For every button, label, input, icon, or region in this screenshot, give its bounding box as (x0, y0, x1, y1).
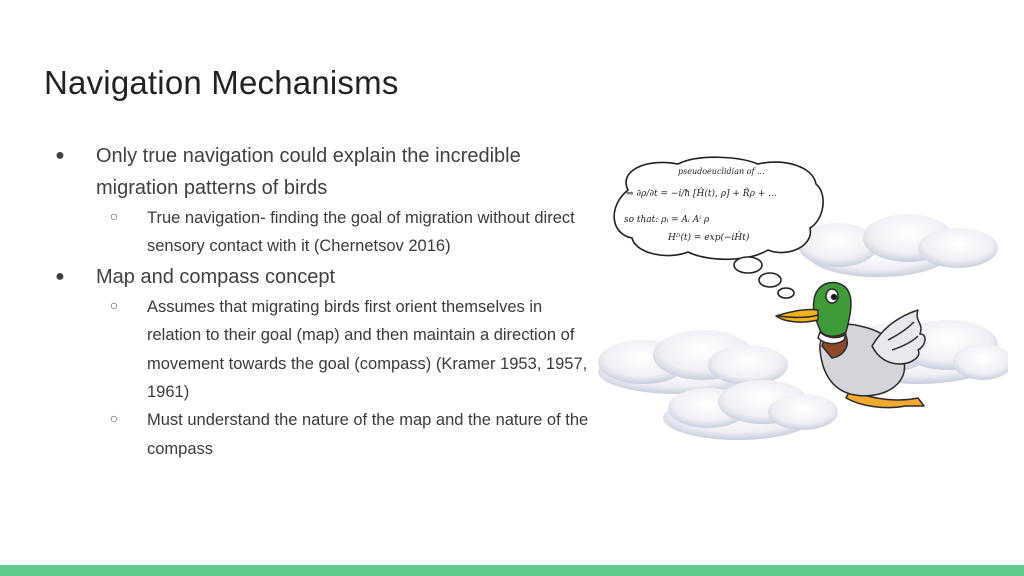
sub-bullet-marker: ○ (109, 410, 119, 427)
bullet-text: Map and compass concept (96, 265, 336, 288)
sub-bullet-text: Must understand the nature of the map and the nature of the compass (147, 411, 589, 458)
sub-bullet-item (48, 293, 593, 407)
slide-title: Navigation Mechanisms (44, 64, 399, 101)
duck-thinking-illustration (588, 150, 1008, 450)
svg-text:Hᴰ(t) = exp(−iĤt): Hᴰ(t) = exp(−iĤt) (668, 233, 750, 243)
cloud-icon (798, 214, 998, 277)
svg-text:⇒ ∂ρ/∂t = −i/ħ [Ĥ(t), ρ] + R̂ρ: ⇒ ∂ρ/∂t = −i/ħ [Ĥ(t), ρ] + R̂ρ + ... (626, 189, 777, 199)
bullet-item (48, 261, 593, 293)
svg-text:so that: ρᵢ = Aᵢ Aⁱ ρ: so that: ρᵢ = Aᵢ Aⁱ ρ (624, 215, 710, 225)
sub-bullet-marker: ○ (109, 296, 119, 313)
bullet-marker: ● (55, 267, 65, 285)
bullet-item (48, 140, 593, 204)
sub-bullet-marker: ○ (109, 208, 119, 224)
bullet-text: Only true navigation could explain the incredible migration patterns of birds (96, 145, 521, 199)
sub-bullet-item (48, 406, 593, 463)
sub-bullet-text: True navigation- finding the goal of migration without direct sensory contact with it (Chernetsov 2016) (147, 209, 575, 256)
sub-bullet-text: Assumes that migrating birds first orient themselves in relation to their goal (map) and then maintain a direction of movement towards the goal (compass) (Kramer 1953, 1957, 1961) (147, 297, 588, 401)
thought-bubble-icon (614, 157, 823, 298)
footer-accent-bar (0, 565, 1024, 576)
slide-body (48, 140, 593, 463)
bullet-marker: ● (55, 147, 65, 164)
sub-bullet-item (48, 204, 593, 261)
svg-text:pseudoeuclidian of ...: pseudoeuclidian of ... (678, 167, 765, 176)
